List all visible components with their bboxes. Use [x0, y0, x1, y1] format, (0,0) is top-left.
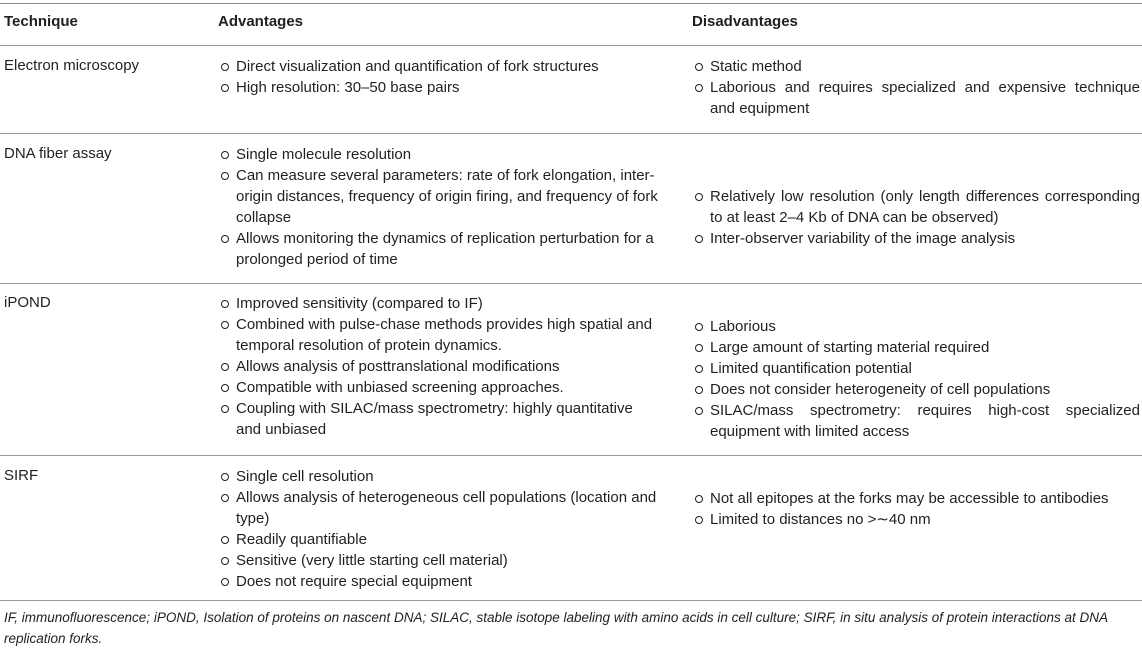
disadvantages-cell	[692, 186, 1140, 249]
list-item: Large amount of starting material required	[692, 337, 1140, 358]
list-item: Allows monitoring the dynamics of replication perturbation for a prolonged period of time	[218, 228, 658, 270]
technique-electron-microscopy: Electron microscopy	[4, 57, 140, 74]
list-item: Combined with pulse-chase methods provides high spatial and temporal resolution of protein dynamics.	[218, 314, 658, 356]
list-item: Single cell resolution	[218, 466, 658, 487]
list-item: Allows analysis of heterogeneous cell populations (location and type)	[218, 487, 658, 529]
technique-sirf: SIRF	[4, 467, 39, 484]
list-item: Does not require special equipment	[218, 571, 658, 592]
list-item: Laborious	[692, 316, 1140, 337]
table-top-rule	[0, 3, 1142, 4]
list-item: Compatible with unbiased screening approaches.	[218, 377, 658, 398]
list-item: Static method	[692, 56, 1140, 77]
list-item: High resolution: 30–50 base pairs	[218, 77, 658, 98]
list-item: Direct visualization and quantification of fork structures	[218, 56, 658, 77]
list-item: Readily quantifiable	[218, 529, 658, 550]
list-item: Relatively low resolution (only length differences corresponding to at least 2–4 Kb of DNA can be observed)	[692, 186, 1140, 228]
header-technique: Technique	[4, 13, 78, 30]
technique-ipond: iPOND	[4, 294, 51, 311]
list-item: Coupling with SILAC/mass spectrometry: highly quantitative and unbiased	[218, 398, 658, 440]
list-item: Improved sensitivity (compared to IF)	[218, 293, 658, 314]
header-rule	[0, 45, 1142, 46]
table-footnote: IF, immunofluorescence; iPOND, Isolation of proteins on nascent DNA; SILAC, stable isotope labeling with amino acids in cell culture; SIRF, in situ analysis of protein interactions at DNA replication forks.	[4, 610, 1108, 646]
list-item: Can measure several parameters: rate of fork elongation, inter-origin distances, frequency of origin firing, and frequency of fork collapse	[218, 165, 658, 228]
list-item: Sensitive (very little starting cell material)	[218, 550, 658, 571]
disadvantages-cell	[692, 488, 1140, 530]
advantages-cell	[218, 144, 658, 270]
list-item: Inter-observer variability of the image analysis	[692, 228, 1140, 249]
header-disadvantages: Disadvantages	[692, 13, 798, 30]
row-rule	[0, 455, 1142, 456]
table-bottom-rule	[0, 600, 1142, 601]
list-item: Single molecule resolution	[218, 144, 658, 165]
header-advantages: Advantages	[218, 13, 304, 30]
advantages-cell	[218, 293, 658, 440]
list-item: Allows analysis of posttranslational modifications	[218, 356, 658, 377]
row-rule	[0, 283, 1142, 284]
row-rule	[0, 133, 1142, 134]
list-item: Limited quantification potential	[692, 358, 1140, 379]
advantages-cell	[218, 56, 658, 98]
list-item: Laborious and requires specialized and expensive technique and equipment	[692, 77, 1140, 119]
technique-dna-fiber-assay: DNA fiber assay	[4, 145, 112, 162]
list-item: SILAC/mass spectrometry: requires high-cost specialized equipment with limited access	[692, 400, 1140, 442]
disadvantages-cell	[692, 316, 1140, 442]
advantages-cell	[218, 466, 658, 592]
list-item: Not all epitopes at the forks may be accessible to antibodies	[692, 488, 1140, 509]
list-item: Limited to distances no >∼40 nm	[692, 509, 1140, 530]
disadvantages-cell	[692, 56, 1140, 119]
list-item: Does not consider heterogeneity of cell populations	[692, 379, 1140, 400]
